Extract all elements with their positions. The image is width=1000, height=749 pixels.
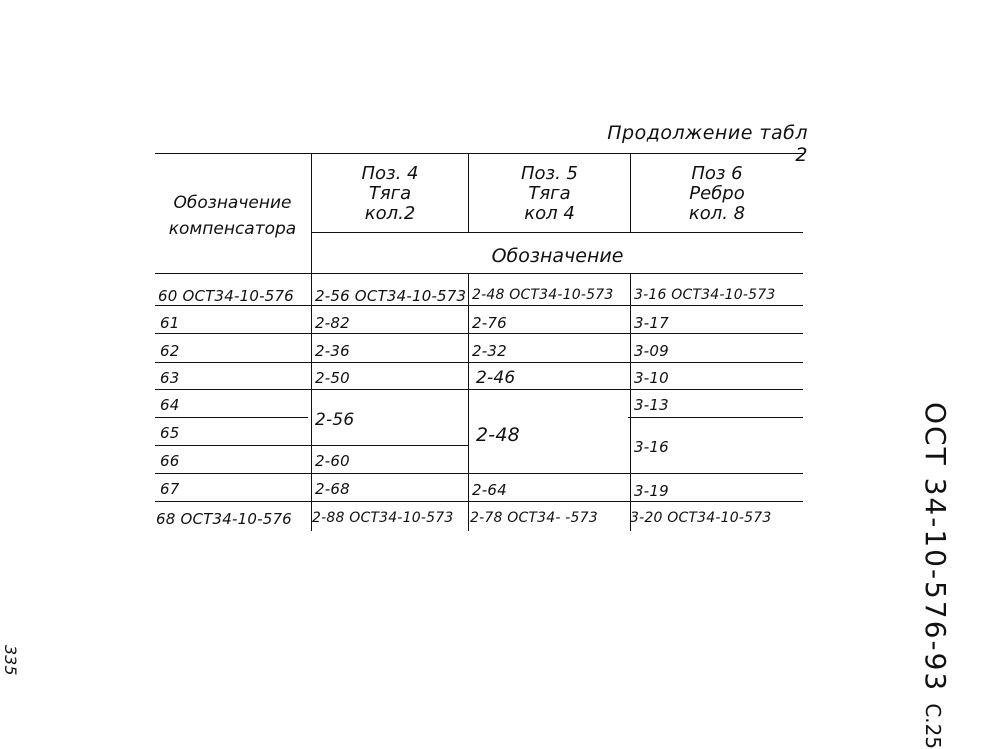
header-line: компенсатора [168, 219, 297, 239]
table-caption: Продолжение табл 2 [607, 122, 808, 166]
table-cell: 68 ОСТ34-10-576 [156, 510, 292, 528]
table-cell: 64 [160, 396, 180, 414]
header-line: Тяга [528, 183, 571, 204]
header-line: Поз. 5 [520, 163, 578, 184]
table-cell: 2-64 [472, 481, 507, 499]
row-rule [155, 389, 803, 390]
header-line: Ребро [689, 183, 745, 204]
header-pos4 [312, 164, 468, 224]
table-cell: 65 [160, 424, 180, 442]
table-cell: 63 [160, 369, 180, 387]
header-line: Обозначение [173, 193, 292, 213]
row-rule [155, 362, 803, 363]
document-code: ОСТ 34-10-576-93 [919, 402, 952, 693]
header-line: Поз 6 [691, 163, 743, 184]
col-divider [468, 273, 469, 531]
page-number: С.25 [921, 703, 945, 749]
row-rule [468, 473, 803, 474]
header-pos5 [469, 164, 630, 224]
table-cell: 2-56 [315, 410, 355, 430]
header-designation [160, 190, 305, 242]
table-cell: 3-16 ОСТ34-10-573 [634, 287, 776, 303]
table-cell: 3-20 ОСТ34-10-573 [630, 510, 772, 526]
table-cell: 3-17 [634, 314, 669, 332]
table-cell: 2-56 ОСТ34-10-573 [315, 287, 467, 305]
table-cell: 60 ОСТ34-10-576 [158, 287, 294, 305]
table-cell: 2-88 ОСТ34-10-573 [312, 510, 454, 526]
table-cell: 2-78 ОСТ34- -573 [470, 510, 598, 526]
table-cell: 2-68 [315, 480, 350, 498]
document-code-label [918, 402, 958, 749]
row-rule [628, 417, 803, 418]
header-line: Тяга [368, 183, 412, 204]
table-cell: 2-46 [476, 368, 516, 388]
table-cell: 2-82 [315, 314, 350, 332]
subheader-designation: Обозначение [491, 245, 624, 267]
table-cell: 2-76 [472, 314, 507, 332]
header-pos6 [631, 164, 803, 224]
table-cell: 61 [160, 314, 180, 332]
header-line: кол. 8 [688, 203, 746, 224]
table-cell: 3-09 [634, 342, 669, 360]
header-bottom-rule [155, 273, 803, 274]
table-cell: 3-16 [634, 438, 669, 456]
subheader-rule [312, 232, 803, 233]
row-rule [155, 333, 803, 334]
table-cell: 3-13 [634, 396, 669, 414]
margin-mark: 335 [1, 645, 20, 676]
header-line: кол.2 [364, 203, 416, 224]
table-cell: 66 [160, 452, 180, 470]
table-cell: 2-48 [476, 424, 520, 446]
table-cell: 62 [160, 342, 180, 360]
table-cell: 2-36 [315, 342, 350, 360]
table-cell: 3-19 [634, 482, 669, 500]
table-cell: 2-60 [315, 452, 350, 470]
table-top-rule [155, 153, 803, 154]
header-line: Поз. 4 [361, 163, 419, 184]
table-cell: 2-32 [472, 342, 507, 360]
row-rule [155, 417, 308, 418]
col-divider [630, 273, 631, 531]
row-rule [155, 501, 803, 502]
table-cell: 3-10 [634, 369, 669, 387]
table-cell: 2-50 [315, 369, 350, 387]
table-cell: 2-48 ОСТ34-10-573 [472, 287, 614, 303]
table-cell: 67 [160, 480, 180, 498]
header-line: кол 4 [524, 203, 575, 224]
row-rule [155, 305, 803, 306]
